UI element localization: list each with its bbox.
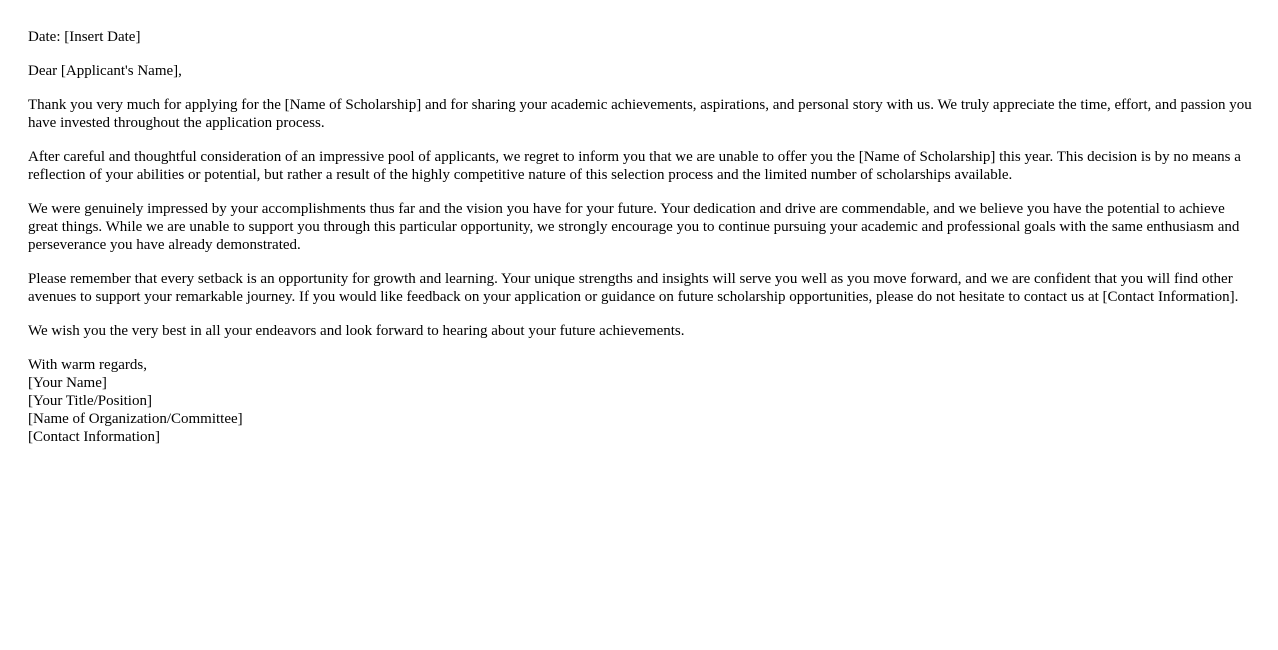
date-line: Date: [Insert Date] [28, 29, 141, 45]
signature-block [28, 356, 1252, 446]
paragraph-best-wishes: We wish you the very best in all your endeavors and look forward to hearing about your future achievements. [28, 323, 685, 339]
salutation: Dear [Applicant's Name], [28, 63, 182, 79]
paragraph-thank-you: Thank you very much for applying for the [Name of Scholarship] and for sharing your academic achievements, aspirations, and personal story with us. We truly appreciate the time, effort, and passion you have invested throughout the application process. [28, 97, 1252, 131]
letter-body [28, 28, 1252, 462]
closing: With warm regards, [28, 357, 147, 373]
signature-name: [Your Name] [28, 375, 107, 391]
signature-title: [Your Title/Position] [28, 393, 152, 409]
paragraph-encouragement: We were genuinely impressed by your accomplishments thus far and the vision you have for your future. Your dedication and drive are commendable, and we believe you have the potential to achieve great things. While we are unable to support you through this particular opportunity, we strongly encourage you to continue pursuing your academic and professional goals with the same enthusiasm and perseverance you have already demonstrated. [28, 201, 1240, 253]
signature-contact: [Contact Information] [28, 429, 161, 445]
signature-organization: [Name of Organization/Committee] [28, 411, 243, 427]
paragraph-decision: After careful and thoughtful consideration of an impressive pool of applicants, we regret to inform you that we are unable to offer you the [Name of Scholarship] this year. This decision is by no means a reflection of your abilities or potential, but rather a result of the highly competitive nature of this selection process and the limited number of scholarships available. [28, 149, 1241, 183]
paragraph-growth: Please remember that every setback is an opportunity for growth and learning. Your unique strengths and insights will serve you well as you move forward, and we are confident that you will find other avenues to support your remarkable journey. If you would like feedback on your application or guidance on future scholarship opportunities, please do not hesitate to contact us at [Contact Information]. [28, 271, 1239, 305]
